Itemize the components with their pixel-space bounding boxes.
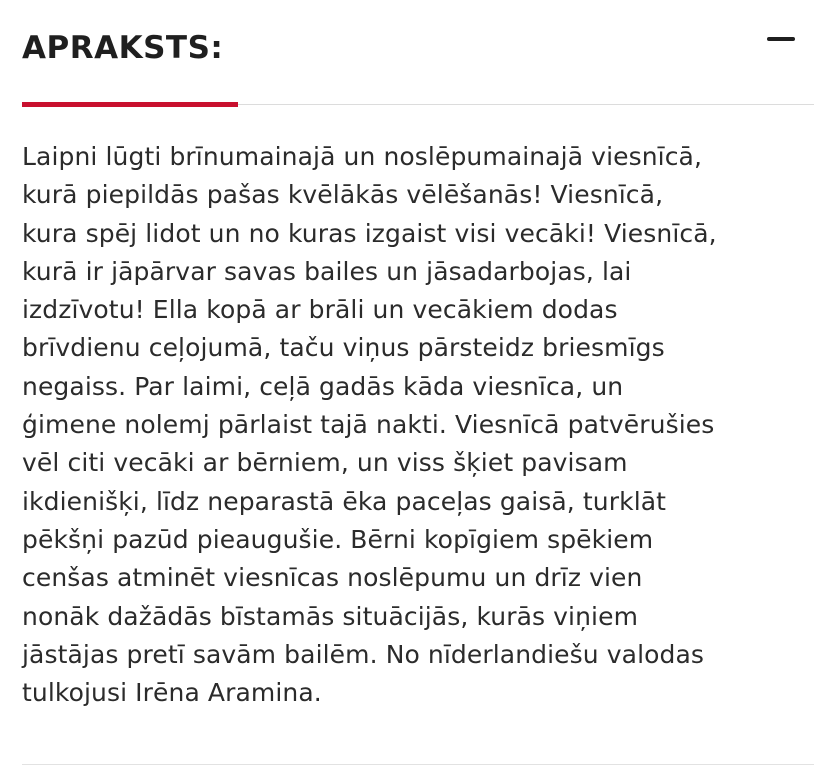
collapse-toggle-button[interactable] [764,28,798,52]
description-line: cenšas atminēt viesnīcas noslēpumu un drīz vien [22,563,643,593]
description-line: brīvdienu ceļojumā, taču viņus pārsteidz briesmīgs [22,333,665,363]
description-line: ģimene nolemj pārlaist tajā nakti. Viesnīcā patvērušies [22,410,715,440]
description-line: izdzīvotu! Ella kopā ar brāli un vecākiem dodas [22,295,618,325]
description-line: kura spēj lidot un no kuras izgaist visi vecāki! Viesnīcā, [22,218,717,248]
description-line: nonāk dažādās bīstamās situācijās, kurās viņiem [22,601,639,631]
description-line: jāstājas pretī savām bailēm. No nīderlandiešu valodas [22,639,705,669]
description-line: pēkšņi pazūd pieaugušie. Bērni kopīgiem spēkiem [22,524,654,554]
minus-icon [767,37,795,41]
bottom-divider [22,764,814,765]
description-line: ikdienišķi, līdz neparastā ēka paceļas gaisā, turklāt [22,486,667,516]
section-header[interactable] [22,28,814,108]
description-line: vēl citi vecāki ar bērniem, un viss šķiet pavisam [22,448,628,478]
active-accent-bar [22,102,238,107]
description-line: Laipni lūgti brīnumainajā un noslēpumainajā viesnīcā, [22,142,703,171]
description-line: tulkojusi Irēna Aramina. [22,678,322,708]
description-text [22,138,822,712]
description-line: negaiss. Par laimi, ceļā gadās kāda viesnīca, un [22,371,624,401]
section-title: APRAKSTS: [22,30,224,66]
description-line: kurā ir jāpārvar savas bailes un jāsadarbojas, lai [22,256,632,286]
description-line: kurā piepildās pašas kvēlākās vēlēšanās! Viesnīcā, [22,180,664,210]
